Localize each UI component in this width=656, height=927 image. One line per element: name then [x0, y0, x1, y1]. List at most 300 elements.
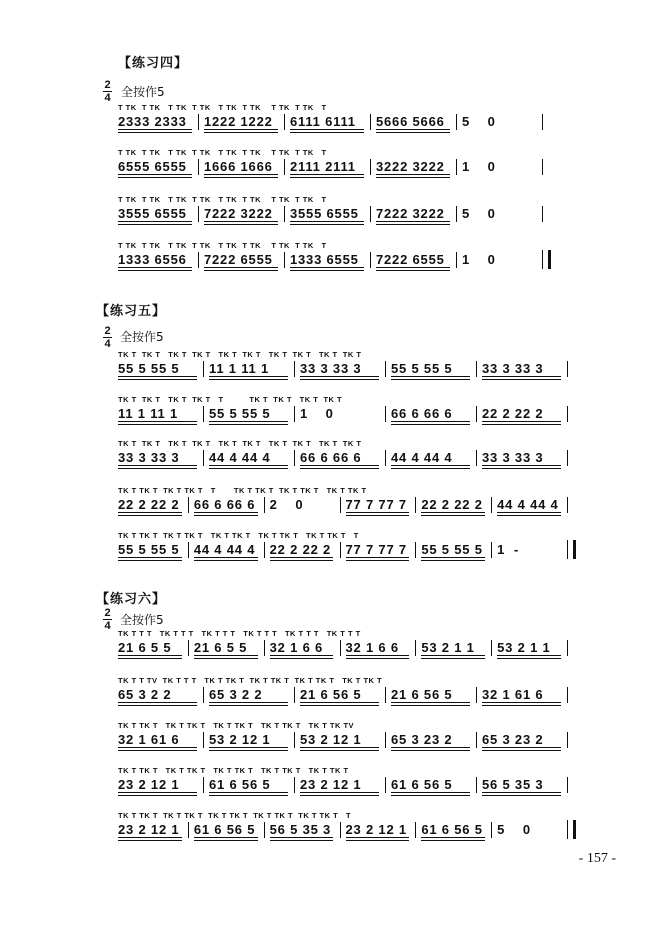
measure-notes: 2333 2333 — [118, 114, 187, 129]
measure — [376, 196, 454, 226]
barline — [415, 822, 416, 838]
beam-line — [204, 224, 278, 225]
fingering-note: 全按作5 — [120, 613, 164, 627]
measure — [482, 722, 565, 752]
beam-line — [300, 376, 379, 377]
beam-line — [118, 379, 197, 380]
beam-line — [118, 792, 197, 793]
articulation-marks: T TK T TK T TK T TK T TK T TK T TK T TK T — [118, 241, 327, 250]
beam-line — [300, 702, 379, 703]
beam-line — [391, 750, 470, 751]
barline — [385, 732, 386, 748]
measure-notes: 3222 3222 — [376, 159, 445, 174]
beam-line — [118, 837, 182, 838]
barline — [370, 159, 371, 175]
barline — [198, 114, 199, 130]
beam-line — [497, 515, 561, 516]
beam-line — [300, 379, 379, 380]
barline — [340, 542, 341, 558]
measure-notes: 2 0 — [269, 497, 304, 512]
measure-notes: 11 1 11 1 — [209, 361, 269, 376]
barline — [340, 822, 341, 838]
beam-line — [376, 221, 450, 222]
beam-line — [118, 750, 197, 751]
measure-notes: 55 5 55 5 — [421, 542, 483, 557]
measure — [118, 242, 196, 272]
beam-line — [118, 224, 192, 225]
beam-line — [300, 465, 379, 466]
measure — [209, 440, 292, 470]
barline — [491, 640, 492, 656]
measure — [482, 396, 565, 426]
beam-line — [204, 177, 278, 178]
beam-line — [346, 557, 410, 558]
beam-line — [118, 465, 197, 466]
beam-line — [421, 557, 485, 558]
beam-line — [118, 177, 192, 178]
beam-line — [204, 267, 278, 268]
barline — [284, 206, 285, 222]
beam-line — [391, 424, 470, 425]
measure — [391, 767, 474, 797]
barline — [264, 497, 265, 513]
barline — [294, 687, 295, 703]
measure-notes: 65 3 23 2 — [482, 732, 544, 747]
measure — [270, 630, 338, 660]
articulation-marks: TK T TK T TK T TK T T TK T TK T TK T TK T TK T TK T — [118, 486, 367, 495]
section-title: 【练习五】 — [96, 303, 167, 318]
articulation-marks: TK T TK T TK T TK T TK T TK T TK T TK T TK T TK T T — [118, 811, 352, 820]
beam-line — [300, 747, 379, 748]
beam-line — [209, 747, 288, 748]
score-row — [118, 812, 573, 842]
beam-line — [209, 750, 288, 751]
section-title: 【练习四】 — [118, 55, 189, 70]
measure-notes: 32 1 61 6 — [482, 687, 544, 702]
measure-notes: 5 0 — [497, 822, 531, 837]
measure — [391, 722, 474, 752]
beam-line — [482, 795, 561, 796]
measure — [270, 532, 338, 562]
measure-notes: 1 0 — [462, 252, 496, 267]
measure-notes: 7222 6555 — [204, 252, 273, 267]
measure-notes: 11 1 11 1 — [118, 406, 178, 421]
barline — [370, 252, 371, 268]
beam-line — [346, 515, 410, 516]
barline — [567, 497, 568, 513]
barline — [284, 252, 285, 268]
barline — [491, 497, 492, 513]
barline — [567, 687, 568, 703]
measure-notes: 61 6 56 5 — [391, 777, 453, 792]
beam-line — [482, 747, 561, 748]
measure — [209, 722, 292, 752]
beam-line — [118, 705, 197, 706]
barline — [567, 777, 568, 793]
measure-notes: 65 3 23 2 — [391, 732, 453, 747]
measure-notes: 7222 6555 — [376, 252, 445, 267]
barline — [284, 159, 285, 175]
beam-line — [209, 379, 288, 380]
beam-line — [204, 221, 278, 222]
measure — [482, 767, 565, 797]
measure — [482, 351, 565, 381]
beam-line — [118, 795, 197, 796]
measure — [204, 104, 282, 134]
measure-notes: 53 2 12 1 — [209, 732, 271, 747]
score-row — [118, 677, 573, 707]
beam-line — [391, 792, 470, 793]
barline — [294, 361, 295, 377]
beam-line — [118, 421, 197, 422]
measure — [118, 487, 186, 517]
measure-notes: 44 4 44 4 — [193, 542, 256, 557]
barline — [264, 822, 265, 838]
beam-line — [209, 702, 288, 703]
beam-line — [300, 792, 379, 793]
beam-line — [421, 658, 485, 659]
barline — [415, 542, 416, 558]
score-row — [118, 396, 573, 426]
articulation-marks: TK T T TV TK T T T TK T TK T TK T TK T TK T TK T TK T TK T — [118, 676, 383, 685]
page-number: - 157 - — [578, 851, 616, 866]
beam-line — [118, 658, 182, 659]
beam-line — [290, 129, 364, 130]
measure — [290, 196, 368, 226]
measure-notes: 21 6 56 5 — [391, 687, 453, 702]
measure — [421, 630, 489, 660]
measure — [391, 396, 474, 426]
measure — [209, 767, 292, 797]
barline — [294, 732, 295, 748]
beam-line — [290, 270, 364, 271]
beam-line — [346, 840, 410, 841]
beam-line — [391, 376, 470, 377]
measure-notes: 1 0 — [462, 159, 496, 174]
beam-line — [482, 424, 561, 425]
barline — [567, 406, 568, 422]
time-signature: 2 4 — [104, 79, 111, 104]
barline — [188, 542, 189, 558]
measure — [270, 812, 338, 842]
measure-notes: 32 1 6 6 — [269, 640, 324, 655]
beam-line — [421, 560, 485, 561]
measure-notes: 53 2 1 1 — [497, 640, 551, 655]
measure-notes: 1333 6555 — [290, 252, 359, 267]
barline — [198, 252, 199, 268]
articulation-marks: T TK T TK T TK T TK T TK T TK T TK T TK T — [118, 103, 327, 112]
measure — [346, 812, 414, 842]
measure — [497, 630, 565, 660]
beam-line — [209, 424, 288, 425]
beam-line — [421, 840, 485, 841]
beam-line — [209, 468, 288, 469]
articulation-marks: TK T TK T TK T TK T TK T TK T TK T TK T TK T TK T — [118, 439, 362, 448]
beam-line — [346, 655, 410, 656]
beam-line — [421, 512, 485, 513]
beam-line — [118, 174, 192, 175]
beam-line — [118, 512, 182, 513]
measure — [209, 351, 292, 381]
beam-line — [118, 557, 182, 558]
measure — [376, 104, 454, 134]
beam-line — [290, 174, 364, 175]
beam-line — [209, 792, 288, 793]
beam-line — [204, 270, 278, 271]
barline — [203, 406, 204, 422]
beam-line — [346, 560, 410, 561]
measure-notes: 44 4 44 4 — [209, 450, 271, 465]
measure-notes: 22 2 22 2 — [118, 497, 180, 512]
measure — [421, 487, 489, 517]
barline — [456, 252, 457, 268]
measure-notes: 56 5 35 3 — [269, 822, 332, 837]
barline — [567, 361, 568, 377]
measure-notes: 55 5 55 5 — [391, 361, 453, 376]
beam-line — [209, 705, 288, 706]
measure — [118, 149, 196, 179]
barline — [385, 777, 386, 793]
measure-notes: 55 5 55 5 — [209, 406, 271, 421]
measure-notes: 66 6 66 6 — [391, 406, 453, 421]
barline — [476, 777, 477, 793]
beam-line — [497, 512, 561, 513]
measure-notes: 21 6 56 5 — [300, 687, 362, 702]
score-row — [118, 149, 548, 179]
beam-line — [118, 132, 192, 133]
beam-line — [300, 750, 379, 751]
beam-line — [118, 270, 192, 271]
beam-line — [118, 424, 197, 425]
measure-notes: 77 7 77 7 — [345, 542, 407, 557]
measure-notes: 44 4 44 4 — [391, 450, 453, 465]
barline — [385, 361, 386, 377]
measure-notes: 66 6 66 6 — [300, 450, 362, 465]
beam-line — [270, 557, 334, 558]
measure-notes: 22 2 22 2 — [269, 542, 332, 557]
measure-notes: 77 7 77 7 — [345, 497, 407, 512]
measure — [421, 532, 489, 562]
measure — [194, 812, 262, 842]
beam-line — [391, 795, 470, 796]
beam-line — [209, 795, 288, 796]
final-barline — [542, 250, 551, 269]
beam-line — [497, 655, 561, 656]
measure — [300, 351, 383, 381]
barline — [340, 497, 341, 513]
measure — [194, 630, 262, 660]
barline — [476, 732, 477, 748]
articulation-marks: TK T TK T TK T TK T TK T TK T TK T TK T TK T TK T — [118, 766, 349, 775]
barline — [198, 206, 199, 222]
measure — [391, 677, 474, 707]
barline — [415, 497, 416, 513]
beam-line — [300, 468, 379, 469]
beam-line — [421, 837, 485, 838]
measure-notes: 53 2 1 1 — [421, 640, 475, 655]
beam-line — [270, 658, 334, 659]
beam-line — [290, 177, 364, 178]
articulation-marks: T TK T TK T TK T TK T TK T TK T TK T TK T — [118, 195, 327, 204]
barline — [385, 687, 386, 703]
beam-line — [391, 421, 470, 422]
measure — [118, 767, 201, 797]
beam-line — [290, 224, 364, 225]
measure-notes: 61 6 56 5 — [209, 777, 271, 792]
measure — [482, 677, 565, 707]
score-row — [118, 487, 573, 517]
barline — [294, 406, 295, 422]
measure-notes: 33 3 33 3 — [482, 450, 544, 465]
barline — [203, 450, 204, 466]
barline — [198, 159, 199, 175]
measure-notes: 32 1 6 6 — [345, 640, 399, 655]
beam-line — [482, 750, 561, 751]
beam-line — [194, 557, 258, 558]
measure — [204, 149, 282, 179]
measure — [300, 440, 383, 470]
beam-line — [421, 655, 485, 656]
beam-line — [391, 465, 470, 466]
measure-notes: 23 2 12 1 — [118, 822, 180, 837]
beam-line — [391, 379, 470, 380]
beam-line — [209, 465, 288, 466]
measure-notes: 33 3 33 3 — [482, 361, 544, 376]
beam-line — [376, 267, 450, 268]
final-barline — [567, 820, 576, 839]
measure — [497, 487, 565, 517]
beam-line — [482, 465, 561, 466]
measure — [346, 630, 414, 660]
measure — [376, 242, 454, 272]
measure-notes: 21 6 5 5 — [118, 640, 172, 655]
beam-line — [209, 421, 288, 422]
measure — [290, 242, 368, 272]
final-barline — [567, 540, 576, 559]
barline — [491, 542, 492, 558]
measure — [290, 149, 368, 179]
score-row — [118, 196, 548, 226]
beam-line — [118, 560, 182, 561]
measure-notes: 2111 2111 — [290, 159, 356, 174]
beam-line — [194, 840, 258, 841]
measure — [118, 532, 186, 562]
beam-line — [376, 270, 450, 271]
barline — [567, 640, 568, 656]
measure — [270, 487, 338, 517]
measure — [194, 487, 262, 517]
articulation-marks: TK T T T TK T T T TK T T T TK T T T TK T T T TK T T T — [118, 629, 361, 638]
measure-notes: 1222 1222 — [204, 114, 273, 129]
measure — [497, 812, 565, 842]
beam-line — [376, 177, 450, 178]
measure — [421, 812, 489, 842]
measure-notes: 32 1 61 6 — [118, 732, 180, 747]
measure-notes: 5 0 — [462, 206, 496, 221]
score-row — [118, 722, 573, 752]
beam-line — [194, 658, 258, 659]
barline — [370, 206, 371, 222]
barline — [385, 450, 386, 466]
beam-line — [391, 702, 470, 703]
beam-line — [346, 658, 410, 659]
measure — [118, 812, 186, 842]
measure — [118, 196, 196, 226]
beam-line — [482, 376, 561, 377]
beam-line — [497, 658, 561, 659]
barline — [203, 777, 204, 793]
measure-notes: 1666 1666 — [204, 159, 273, 174]
beam-line — [204, 129, 278, 130]
barline — [294, 777, 295, 793]
barline — [415, 640, 416, 656]
barline — [491, 822, 492, 838]
beam-line — [194, 837, 258, 838]
score-row — [118, 767, 573, 797]
measure-notes: 5666 5666 — [376, 114, 445, 129]
barline — [542, 114, 543, 130]
beam-line — [118, 267, 192, 268]
measure — [204, 242, 282, 272]
beam-line — [204, 174, 278, 175]
measure — [290, 104, 368, 134]
barline — [567, 450, 568, 466]
measure-notes: 6111 6111 — [290, 114, 356, 129]
beam-line — [482, 421, 561, 422]
time-signature: 2 4 — [104, 325, 111, 350]
barline — [188, 497, 189, 513]
measure-notes: 23 2 12 1 — [118, 777, 180, 792]
measure-notes: 7222 3222 — [376, 206, 445, 221]
measure-notes: 1 0 — [300, 406, 334, 421]
barline — [203, 687, 204, 703]
measure-notes: 55 5 55 5 — [118, 542, 180, 557]
measure — [204, 196, 282, 226]
measure — [391, 351, 474, 381]
measure-notes: 65 3 2 2 — [209, 687, 263, 702]
measure — [462, 196, 540, 226]
measure-notes: 56 5 35 3 — [482, 777, 544, 792]
measure-notes: 3555 6555 — [118, 206, 187, 221]
measure-notes: 21 6 5 5 — [193, 640, 248, 655]
beam-line — [346, 837, 410, 838]
articulation-marks: T TK T TK T TK T TK T TK T TK T TK T TK T — [118, 148, 327, 157]
beam-line — [290, 132, 364, 133]
barline — [476, 406, 477, 422]
barline — [203, 732, 204, 748]
beam-line — [482, 702, 561, 703]
barline — [456, 159, 457, 175]
score-row — [118, 104, 548, 134]
beam-line — [209, 376, 288, 377]
fingering-note: 全按作5 — [120, 330, 164, 344]
beam-line — [118, 702, 197, 703]
measure — [391, 440, 474, 470]
beam-line — [194, 512, 258, 513]
measure — [118, 440, 201, 470]
beam-line — [391, 468, 470, 469]
barline — [385, 406, 386, 422]
articulation-marks: TK T TK T TK T TK T TK T TK T TK T TK T TK T TK T T — [118, 531, 359, 540]
beam-line — [482, 379, 561, 380]
articulation-marks: TK T TK T TK T TK T TK T TK T TK T TK T TK T TK T — [118, 350, 362, 359]
measure-notes: 65 3 2 2 — [118, 687, 172, 702]
barline — [476, 450, 477, 466]
beam-line — [391, 705, 470, 706]
barline — [264, 640, 265, 656]
beam-line — [270, 837, 334, 838]
beam-line — [118, 468, 197, 469]
